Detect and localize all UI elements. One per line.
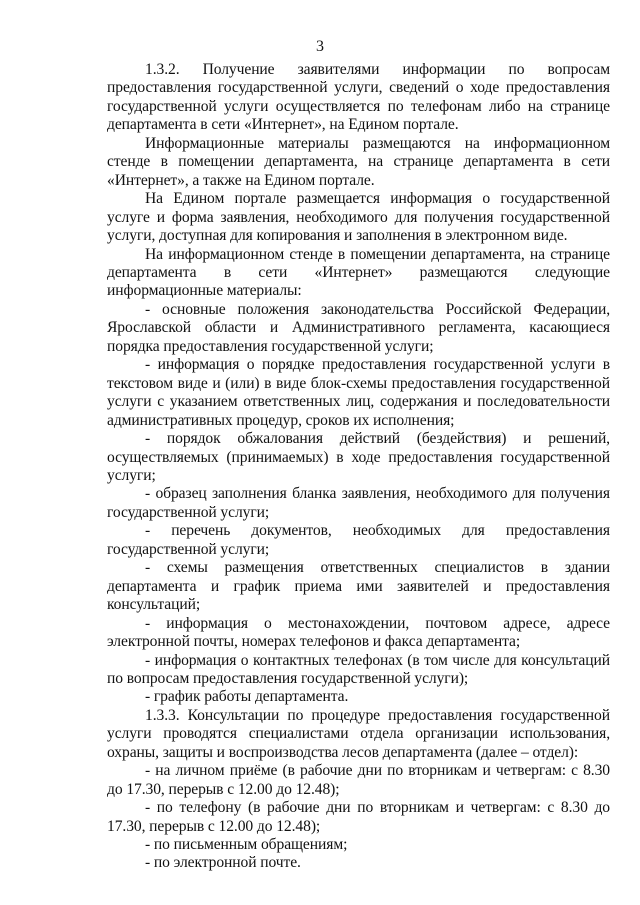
list-item-procedure-info: - информация о порядке предоставления государственной услуги в текстовом виде и (или) в виде блок-схемы предоставления государственной услуги с указанием ответственных лиц, содержания и последовательности административных процедур, сроков их исполнения;	[107, 356, 610, 429]
list-item-staff-placement: - схемы размещения ответственных специалистов в здании департамента и график приема ими заявителей и предоставления консультаций;	[107, 559, 610, 614]
page-number: 3	[316, 38, 324, 55]
list-item-contact-phones: - информация о контактных телефонах (в том числе для консультаций по вопросам предоставления государственной услуги);	[107, 651, 610, 687]
paragraph-1-3-2: 1.3.2. Получение заявителями информации по вопросам предоставления государственной услуги, сведений о ходе предоставления государственной услуги осуществляется по телефонам либо на странице департамента в сети «Интернет», на Едином портале.	[107, 61, 610, 134]
list-item-documents-list: - перечень документов, необходимых для предоставления государственной услуги;	[107, 522, 610, 558]
list-item-appeal-procedure: - порядок обжалования действий (бездействия) и решений, осуществляемых (принимаемых) в ходе предоставления государственной услуги;	[107, 430, 610, 484]
list-item-by-phone: - по телефону (в рабочие дни по вторникам и четвергам: с 8.30 до 17.30, перерыв с 12.00 до 12.48);	[107, 799, 610, 835]
body-text	[107, 61, 610, 873]
list-item-legislation: - основные положения законодательства Российской Федерации, Ярославской области и Административного регламента, касающиеся порядка предоставления государственной услуги;	[107, 300, 610, 355]
paragraph-info-materials: Информационные материалы размещаются на информационном стенде в помещении департамента, на странице департамента в сети «Интернет», а также на Едином портале.	[107, 134, 610, 189]
paragraph-unified-portal: На Едином портале размещается информация о государственной услуге и форма заявления, необходимого для получения государственной услуги, доступная для копирования и заполнения в электронном виде.	[107, 190, 610, 245]
list-item-written-requests: - по письменным обращениям;	[145, 836, 348, 854]
paragraph-info-stand: На информационном стенде в помещении департамента, на странице департамента в сети «Интернет» размещаются следующие информационные материалы:	[107, 245, 610, 300]
list-item-form-sample: - образец заполнения бланка заявления, необходимого для получения государственной услуги;	[107, 485, 610, 521]
list-item-location-info: - информация о местонахождении, почтовом адресе, адресе электронной почты, номерах телефонов и факса департамента;	[107, 614, 610, 651]
list-item-email: - по электронной почте.	[145, 854, 301, 872]
list-item-personal-reception: - на личном приёме (в рабочие дни по вторникам и четвергам: с 8.30 до 17.30, перерыв с 12.00 до 12.48);	[107, 762, 610, 798]
list-item-work-schedule: - график работы департамента.	[145, 688, 349, 706]
paragraph-1-3-3: 1.3.3. Консультации по процедуре предоставления государственной услуги проводятся специалистами отдела организации использования, охраны, защиты и воспроизводства лесов департамента (далее – отдел):	[107, 706, 610, 761]
